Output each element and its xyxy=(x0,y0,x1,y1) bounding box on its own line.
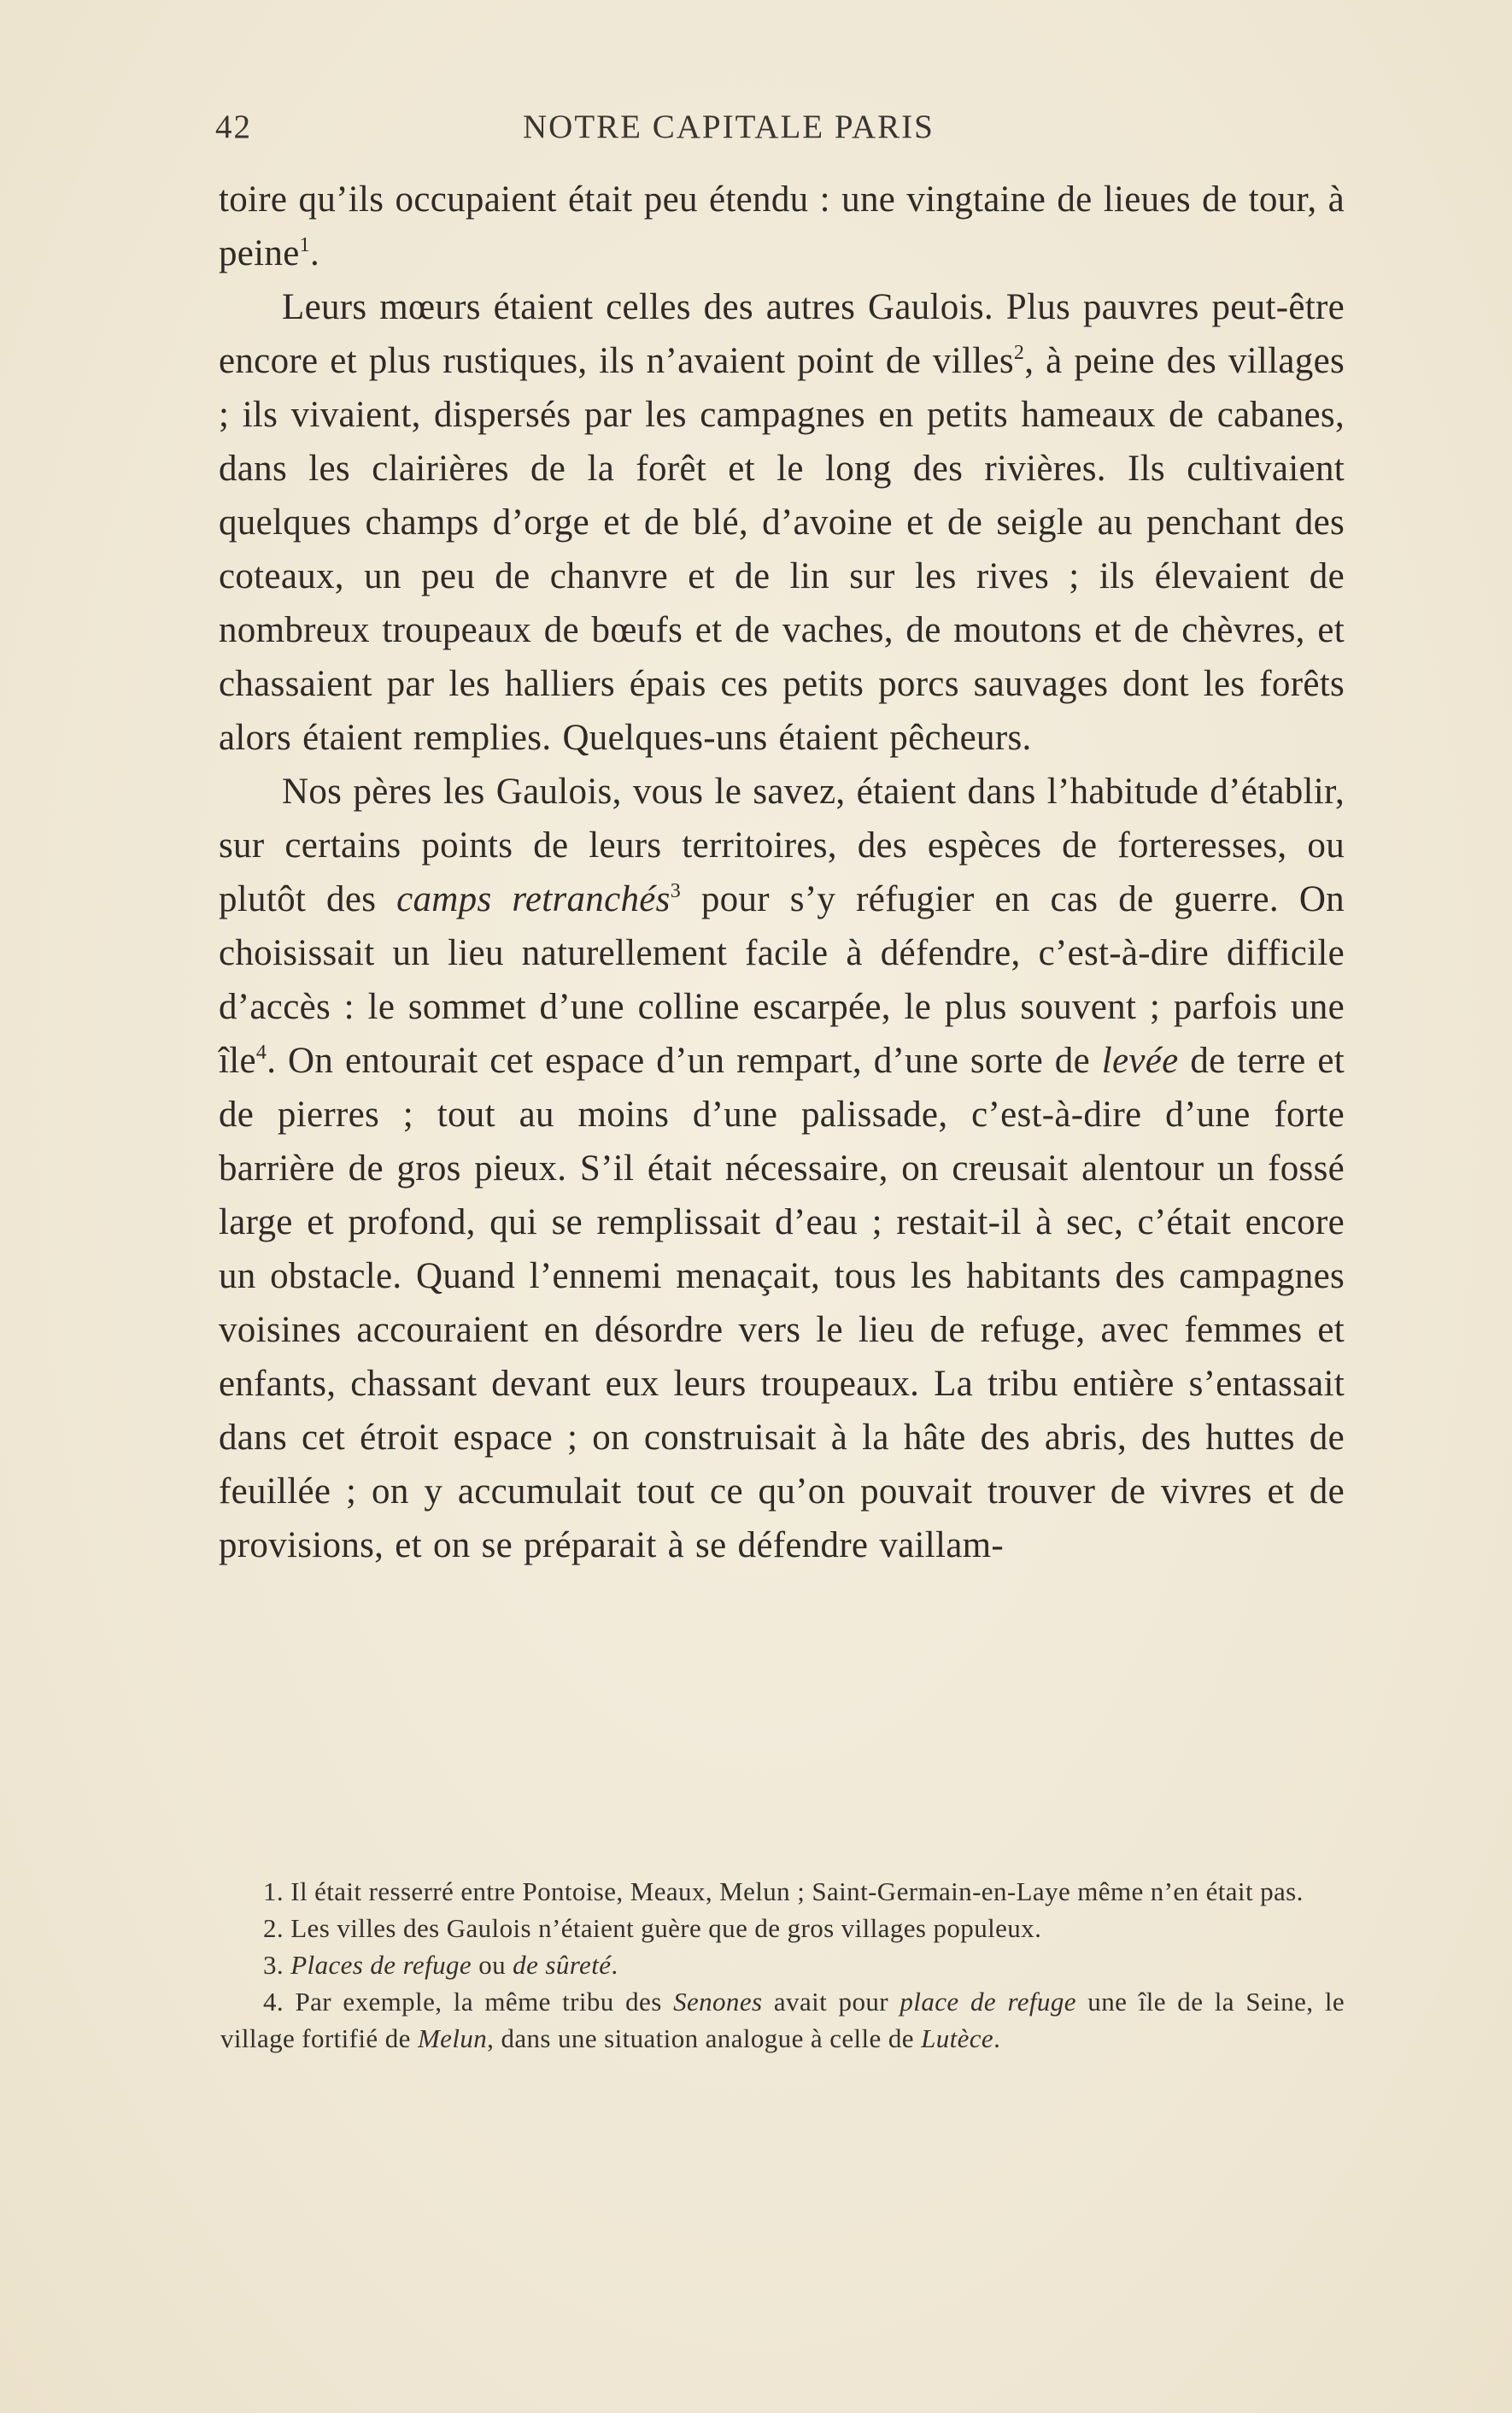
footnote-4-text-b: avait pour xyxy=(762,1987,900,2017)
footnote-3-emphasis-2: de sûreté xyxy=(513,1950,612,1980)
footnote-4-text-d: , dans une situation analogue à celle de xyxy=(487,2023,922,2053)
paragraph-3-text-a: Nos pères les Gaulois, vous le savez, étaient dans l’habitude d’établir, sur certains points de leurs territoires, des espèces de forteresses, ou plutôt des xyxy=(219,772,1345,919)
footnote-4 xyxy=(220,1983,1345,2057)
running-title: NOTRE CAPITALE PARIS xyxy=(523,109,935,145)
footnote-ref-1: 1 xyxy=(299,234,310,256)
footnote-3-emphasis-1: Places de refuge xyxy=(290,1950,472,1980)
paragraph-3 xyxy=(219,765,1345,1572)
paragraph-3-text-b: pour s’y réfugier en cas de guerre. On choisissait un lieu naturellement facile à défendre, c’est-à-dire difficile d’accès : le sommet d’une colline escarpée, le plus souvent ; parfois une île xyxy=(219,879,1345,1081)
paragraph-2-text-b: , à peine des villages ; ils vivaient, dispersés par les campagnes en petits hameaux de cabanes, dans les clairières de la forêt et le long des rivières. Ils cultivaient quelques champs d’orge et de blé, d’avoine et de seigle au penchant des coteaux, un peu de chanvre et de lin sur les rives ; ils élevaient de nombreux troupeaux de bœufs et de vaches, de moutons et de chèvres, et chassaient par les halliers épais ces petits porcs sauvages dont les forêts alors étaient remplies. Quelques-uns étaient pêcheurs. xyxy=(219,341,1345,758)
footnote-ref-2: 2 xyxy=(1013,342,1025,364)
paragraph-1 xyxy=(219,173,1345,280)
paragraph-3-text-d: de terre et de pierres ; tout au moins d’une palissade, c’est-à-dire d’une forte barrière de gros pieux. S’il était nécessaire, on creusait alentour un fossé large et profond, qui se remplissait d’eau ; restait-il à sec, c’était encore un obstacle. Quand l’ennemi menaçait, tous les habitants des campagnes voisines accouraient en désordre vers le lieu de refuge, avec femmes et enfants, chassant devant eux leurs troupeaux. La tribu entière s’entassait dans cet étroit espace ; on construisait à la hâte des abris, des huttes de feuillée ; on y accumulait tout ce qu’on pouvait trouver de vivres et de provisions, et on se préparait à se défendre vaillam- xyxy=(219,1041,1345,1565)
main-text xyxy=(219,173,1345,1572)
footnote-3 xyxy=(220,1946,1345,1983)
paragraph-2-text-a: Leurs mœurs étaient celles des autres Gaulois. Plus pauvres peut-être encore et plus rustiques, ils n’avaient point de villes xyxy=(219,287,1345,381)
footnote-4-emphasis-refuge: place de refuge xyxy=(900,1987,1076,2017)
footnote-3-mid: ou xyxy=(472,1950,513,1980)
paragraph-1-end: . xyxy=(309,233,319,273)
footnote-2 xyxy=(220,1910,1345,1946)
footnote-3-end: . xyxy=(611,1950,618,1980)
footnote-4-text-e: . xyxy=(993,2023,1001,2053)
paragraph-1-text: toire qu’ils occupaient était peu étendu : une vingtaine de lieues de tour, à peine xyxy=(219,179,1345,273)
footnote-1-number: 1. xyxy=(263,1876,284,1906)
running-header xyxy=(215,108,1351,149)
footnote-4-emphasis-senones: Senones xyxy=(673,1987,763,2017)
footnote-4-emphasis-lutece: Lutèce xyxy=(921,2023,994,2053)
page-number: 42 xyxy=(215,109,252,145)
footnote-1 xyxy=(220,1873,1345,1910)
footnote-ref-3: 3 xyxy=(670,880,681,902)
footnote-4-text-a: Par exemple, la même tribu des xyxy=(295,1987,674,2017)
paragraph-2 xyxy=(219,280,1345,765)
footnotes xyxy=(220,1873,1345,2057)
paragraph-3-emphasis-camps: camps retranchés xyxy=(396,879,671,919)
footnote-2-number: 2. xyxy=(263,1913,284,1943)
paragraph-3-emphasis-levee: levée xyxy=(1101,1041,1179,1081)
footnote-2-text: Les villes des Gaulois n’étaient guère que de gros villages populeux. xyxy=(290,1913,1042,1943)
footnote-4-emphasis-melun: Melun xyxy=(417,2023,488,2053)
footnote-3-number: 3. xyxy=(263,1950,284,1980)
paragraph-3-text-c: . On entourait cet espace d’un rempart, d’une sorte de xyxy=(267,1041,1102,1081)
footnote-4-text-c: une île de la Seine, le village fortifié de xyxy=(220,1987,1345,2053)
footnote-4-number: 4. xyxy=(263,1987,284,2017)
footnote-ref-4: 4 xyxy=(255,1042,267,1064)
footnote-1-text: Il était resserré entre Pontoise, Meaux, Melun ; Saint-Germain-en-Laye même n’en était pas. xyxy=(290,1876,1304,1906)
